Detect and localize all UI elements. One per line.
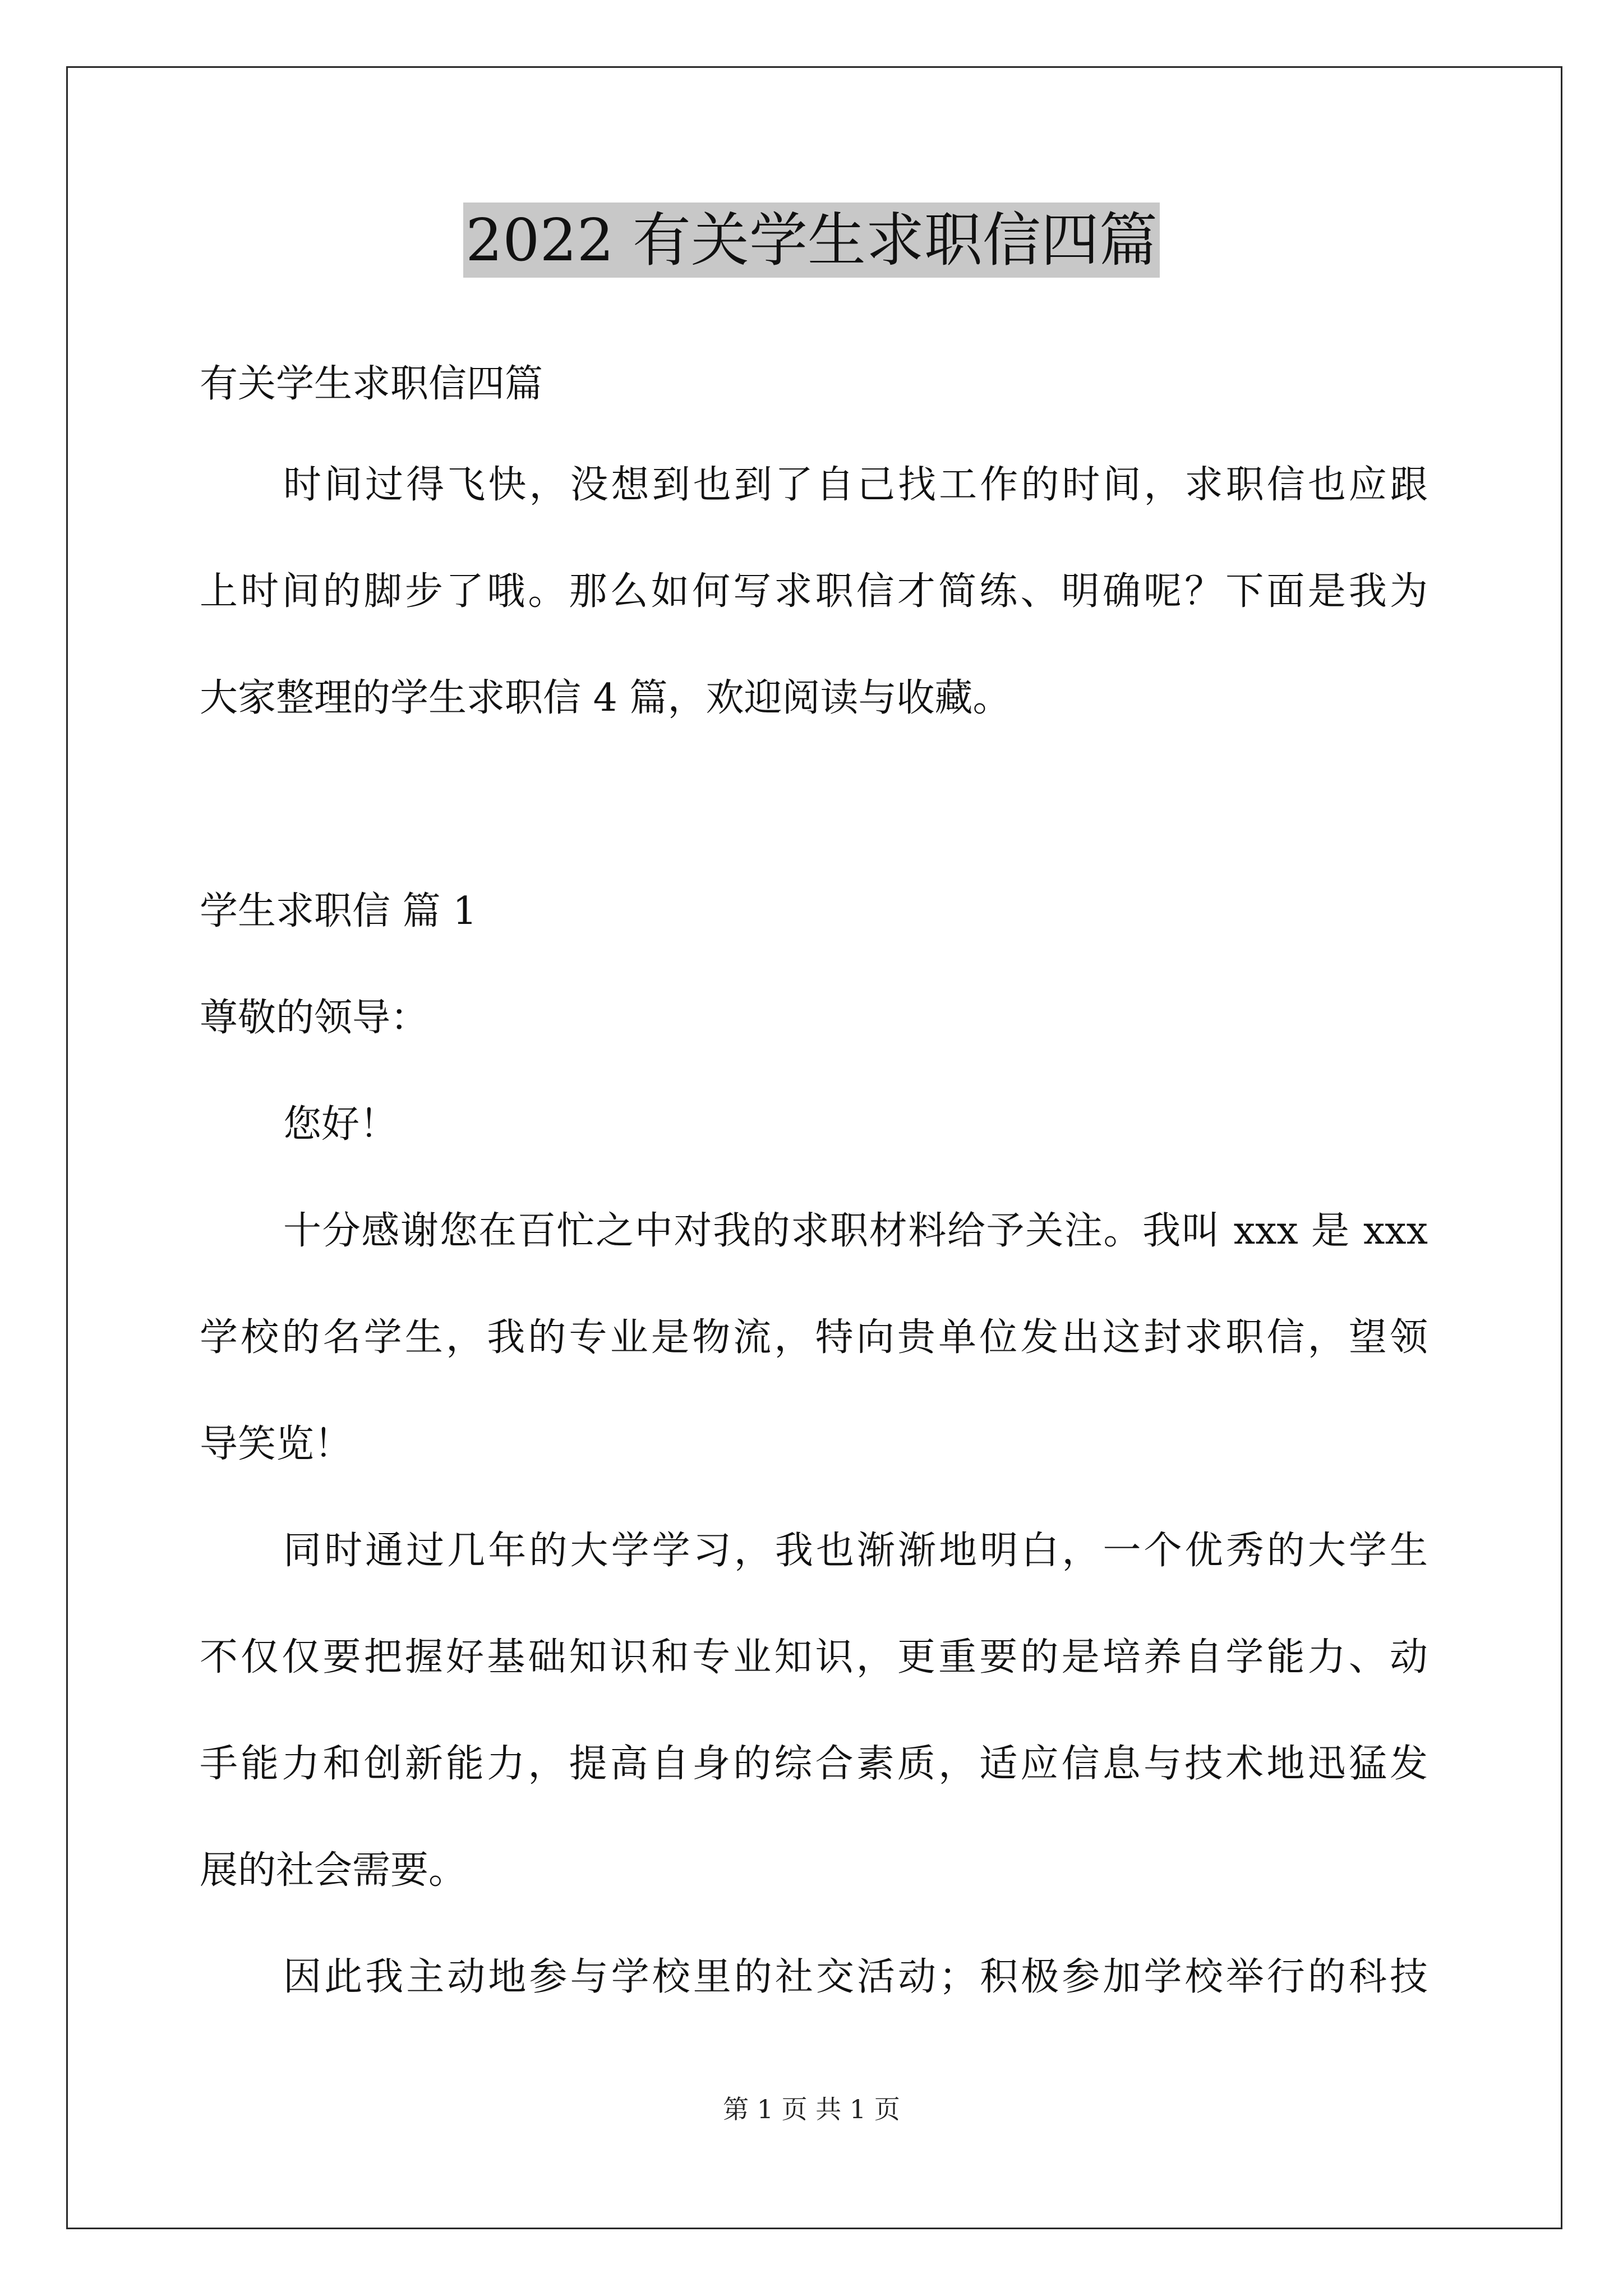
body-line-5: 不仅仅要把握好基础知识和专业知识，更重要的是培养自学能力、动 — [200, 1635, 1428, 1680]
intro-line-1: 时间过得飞快，没想到也到了自己找工作的时间，求职信也应跟 — [283, 463, 1428, 507]
page-footer: 第 1 页 共 1 页 — [723, 2094, 900, 2124]
body-line-2: 学校的名学生，我的专业是物流，特向贵单位发出这封求职信，望领 — [200, 1315, 1428, 1360]
intro-line-2: 上时间的脚步了哦。那么如何写求职信才简练、明确呢？下面是我为 — [200, 569, 1428, 614]
body-line-4: 同时通过几年的大学学习，我也渐渐地明白，一个优秀的大学生 — [283, 1529, 1428, 1573]
section-heading: 学生求职信 篇 1 — [200, 889, 477, 933]
document-title-text: 2022 有关学生求职信四篇 — [463, 203, 1160, 278]
body-line-8: 因此我主动地参与学校里的社交活动；积极参加学校举行的科技 — [283, 1955, 1428, 1999]
body-line-7: 展的社会需要。 — [200, 1848, 467, 1893]
greeting: 您好！ — [283, 1102, 398, 1147]
subtitle-line: 有关学生求职信四篇 — [200, 362, 543, 406]
body-line-3: 导笑览！ — [200, 1422, 353, 1466]
intro-line-3: 大家整理的学生求职信 4 篇，欢迎阅读与收藏。 — [200, 676, 1011, 720]
body-line-6: 手能力和创新能力，提高自身的综合素质，适应信息与技术地迅猛发 — [200, 1742, 1428, 1786]
body-line-1: 十分感谢您在百忙之中对我的求职材料给予关注。我叫 xxx 是 xxx — [283, 1209, 1428, 1253]
document-title — [0, 201, 1623, 279]
salutation: 尊敬的领导： — [200, 996, 429, 1040]
